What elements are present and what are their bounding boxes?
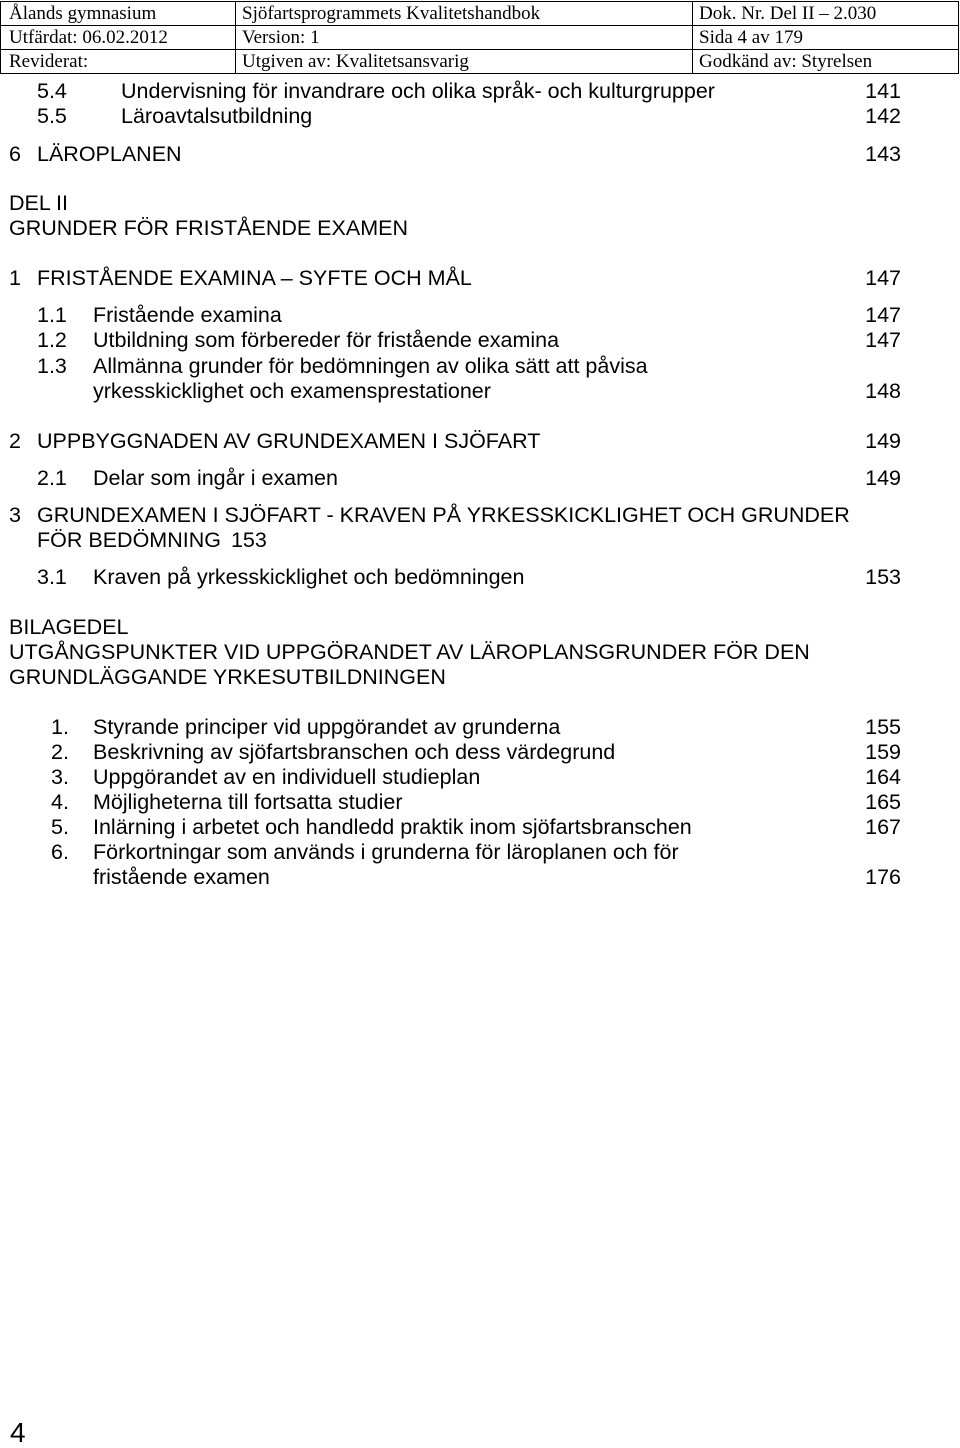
- part-title: GRUNDER FÖR FRISTÅENDE EXAMEN: [9, 216, 408, 240]
- toc-entry-page: 142: [865, 104, 901, 128]
- toc-entry-title: Delar som ingår i examen: [93, 466, 338, 490]
- toc-chapter-page: 153: [230, 528, 267, 552]
- appendix-item-page: 159: [865, 740, 901, 764]
- toc-entry-number: 3.1: [37, 565, 67, 589]
- appendix-item-number: 6.: [51, 840, 69, 864]
- appendix-item-page: 167: [865, 815, 901, 839]
- toc-entry-title: Utbildning som förbereder för fristående examina: [93, 328, 560, 352]
- appendix-heading: [0, 615, 901, 640]
- appendix-item: [0, 765, 901, 790]
- toc-entry-page: 147: [865, 303, 901, 327]
- appendix-item-number: 4.: [51, 790, 69, 814]
- appendix-item: [0, 790, 901, 815]
- appendix-item-title: Inlärning i arbetet och handledd praktik inom sjöfartsbranschen: [93, 815, 692, 839]
- toc-entry-page: 141: [865, 79, 901, 103]
- part-heading: [0, 191, 901, 216]
- toc-chapter-number: 1: [9, 266, 21, 290]
- toc-chapter: [0, 142, 901, 167]
- appendix-item: [0, 740, 901, 765]
- toc-entry: [0, 565, 901, 590]
- version: Version: 1: [236, 26, 693, 50]
- appendix-item-title: Förkortningar som används i grunderna för läroplanen och för: [93, 840, 679, 864]
- toc-chapter-title: FRISTÅENDE EXAMINA – SYFTE OCH MÅL: [37, 266, 472, 290]
- toc-chapter-page: 143: [865, 142, 901, 166]
- appendix-title: UTGÅNGSPUNKTER VID UPPGÖRANDET AV LÄROPLANSGRUNDER FÖR DEN: [9, 640, 810, 664]
- toc-entry: [0, 354, 901, 379]
- appendix-item-number: 5.: [51, 815, 69, 839]
- toc-entry-title: Allmänna grunder för bedömningen av olika sätt att påvisa: [93, 354, 648, 378]
- appendix-item-page: 164: [865, 765, 901, 789]
- appendix-item: [0, 715, 901, 740]
- toc-entry-continuation: [0, 379, 901, 404]
- toc-entry-number: 1.2: [37, 328, 67, 352]
- toc-entry-title: Fristående examina: [93, 303, 282, 327]
- appendix-item-number: 1.: [51, 715, 69, 739]
- part-heading: [0, 216, 901, 241]
- toc-chapter-page: 149: [865, 429, 901, 453]
- appendix-item-title-continued: fristående examen: [93, 865, 270, 889]
- toc-entry: [0, 104, 901, 129]
- toc-entry-page: 153: [865, 565, 901, 589]
- appendix-title-continued: GRUNDLÄGGANDE YRKESUTBILDNINGEN: [9, 665, 446, 689]
- toc-entry-page: 149: [865, 466, 901, 490]
- appendix-item-continuation: [0, 865, 901, 890]
- appendix-item-number: 2.: [51, 740, 69, 764]
- toc-entry-number: 1.1: [37, 303, 67, 327]
- appendix-item-title: Styrande principer vid uppgörandet av grunderna: [93, 715, 561, 739]
- appendix-label: BILAGEDEL: [9, 615, 129, 639]
- toc-entry-number: 1.3: [37, 354, 67, 378]
- school-name: Ålands gymnasium: [1, 2, 236, 26]
- toc-chapter-title-continued: [37, 528, 267, 553]
- toc-chapter-title: LÄROPLANEN: [37, 142, 182, 166]
- appendix-item-title: Uppgörandet av en individuell studieplan: [93, 765, 481, 789]
- toc-entry-page: 147: [865, 328, 901, 352]
- appendix-item-title: Beskrivning av sjöfartsbranschen och dess värdegrund: [93, 740, 616, 764]
- page-number: 4: [10, 1417, 26, 1448]
- toc-entry-title: Kraven på yrkesskicklighet och bedömningen: [93, 565, 525, 589]
- toc-chapter-title-continued-text: FÖR BEDÖMNING: [37, 528, 221, 552]
- appendix-item-page: 176: [865, 865, 901, 889]
- document-header-table: [0, 1, 959, 74]
- toc-entry-title: Undervisning för invandrare och olika språk- och kulturgrupper: [121, 79, 715, 103]
- appendix-item-number: 3.: [51, 765, 69, 789]
- toc-chapter-title: UPPBYGGNADEN AV GRUNDEXAMEN I SJÖFART: [37, 429, 541, 453]
- toc-chapter-title: GRUNDEXAMEN I SJÖFART - KRAVEN PÅ YRKESSKICKLIGHET OCH GRUNDER: [37, 503, 850, 527]
- part-label: DEL II: [9, 191, 68, 215]
- appendix-heading: [0, 640, 901, 665]
- appendix-item-page: 165: [865, 790, 901, 814]
- toc-entry: [0, 79, 901, 104]
- toc-entry: [0, 466, 901, 491]
- approved-by: Godkänd av: Styrelsen: [693, 50, 959, 74]
- page-indicator: Sida 4 av 179: [693, 26, 959, 50]
- toc-entry-page: 148: [865, 379, 901, 403]
- toc-entry-title-continued: yrkesskicklighet och examensprestationer: [93, 379, 491, 403]
- toc-chapter-page: 147: [865, 266, 901, 290]
- toc-entry-number: 5.5: [37, 104, 67, 128]
- appendix-item: [0, 815, 901, 840]
- handbook-title: Sjöfartsprogrammets Kvalitetshandbok: [236, 2, 693, 26]
- toc-entry-title: Läroavtalsutbildning: [121, 104, 313, 128]
- toc-chapter-number: 6: [9, 142, 21, 166]
- toc-chapter: [0, 503, 901, 528]
- toc-entry: [0, 328, 901, 353]
- toc-chapter-continuation: [0, 528, 901, 553]
- revised-date: Reviderat:: [1, 50, 236, 74]
- toc-chapter-number: 2: [9, 429, 21, 453]
- appendix-item: [0, 840, 901, 865]
- document-number: Dok. Nr. Del II – 2.030: [693, 2, 959, 26]
- issued-date: Utfärdat: 06.02.2012: [1, 26, 236, 50]
- appendix-item-page: 155: [865, 715, 901, 739]
- toc-entry-number: 5.4: [37, 79, 67, 103]
- issued-by: Utgiven av: Kvalitetsansvarig: [236, 50, 693, 74]
- appendix-item-title: Möjligheterna till fortsatta studier: [93, 790, 403, 814]
- appendix-heading: [0, 665, 901, 690]
- toc-entry: [0, 303, 901, 328]
- toc-entry-number: 2.1: [37, 466, 67, 490]
- toc-chapter: [0, 429, 901, 454]
- toc-chapter: [0, 266, 901, 291]
- toc-chapter-number: 3: [9, 503, 21, 527]
